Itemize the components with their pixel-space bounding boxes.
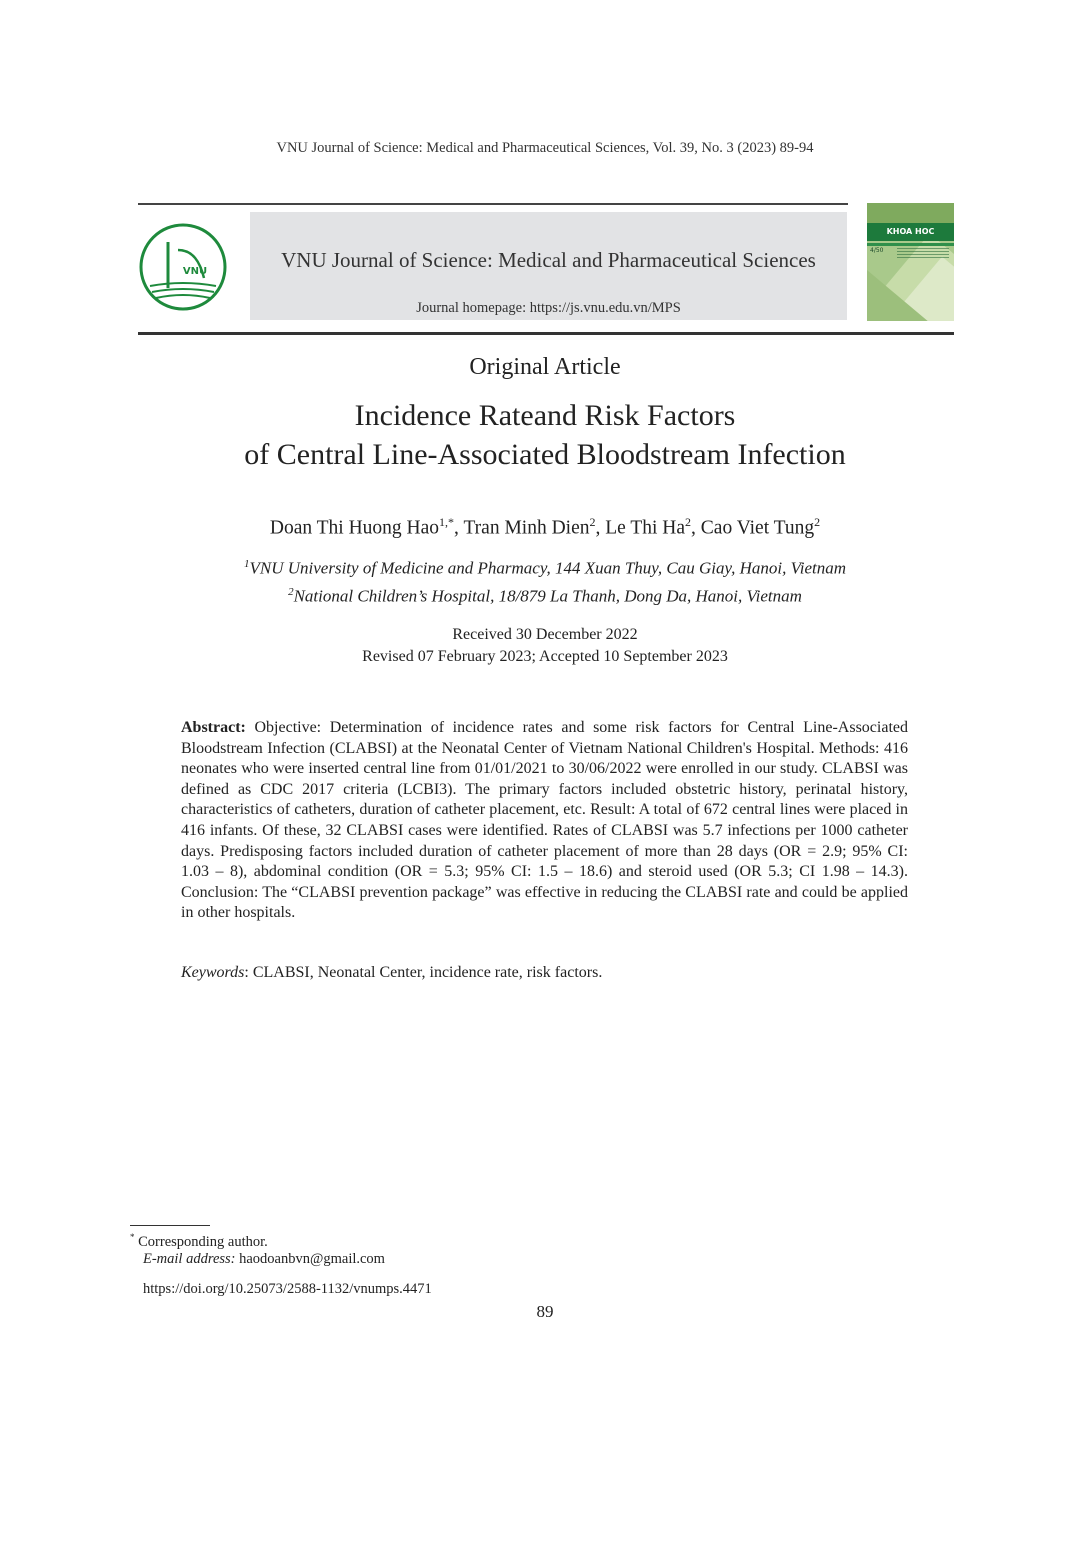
keywords-text: : CLABSI, Neonatal Center, incidence rate, risk factors.	[244, 964, 603, 981]
header-rule	[138, 203, 848, 205]
affiliation-1	[0, 558, 1090, 579]
logo-text: VNU	[182, 266, 208, 277]
abstract-text: Objective: Determination of incidence rates and some risk factors for Central Line-Associated Bloodstream Infection (CLABSI) at the Neonatal Center of Vietnam National Children's Hospital. Methods: 416 neonates who were inserted central line from 01/01/2021 to 30/06/2022 were enrolled in our study. CLABSI was defined as CDC 2017 criteria (LCBI3). The primary factors included obstetric history, perinatal history, characteristics of catheters, duration of catheter placement, etc. Result: A total of 672 central lines were placed in 416 infants. Of these, 32 CLABSI cases were identified. Rates of CLABSI was 5.7 infections per 1000 catheter days. Predisposing factors included duration of catheter placement of more than 28 days (OR = 2.9; 95% CI: 1.03 – 8), abdominal condition (OR = 5.3; 95% CI: 1.5 – 18.6) and steroid used (OR 5.3; CI 1.98 – 14.3). Conclusion: The “CLABSI prevention package” was effective in reducing the CLABSI rate and could be applied in other hospitals.	[181, 719, 909, 922]
article-type: Original Article	[469, 354, 621, 380]
title-line-2: of Central Line-Associated Bloodstream Infection	[244, 438, 846, 471]
running-header: VNU Journal of Science: Medical and Pharmaceutical Sciences, Vol. 39, No. 3 (2023) 89-94	[276, 140, 814, 156]
author-sup: 1,*	[439, 515, 455, 529]
footnote-corresponding	[130, 1232, 268, 1251]
abstract	[181, 718, 908, 924]
author-sup: 2	[814, 515, 821, 529]
affiliation-sup: 2	[288, 586, 294, 598]
received-date: Received 30 December 2022	[452, 626, 638, 643]
cover-stripe	[867, 243, 954, 246]
banner-rule	[138, 332, 954, 335]
journal-cover-thumbnail	[867, 203, 954, 321]
author-name: Le Thi Ha	[605, 517, 686, 539]
banner-title: VNU Journal of Science: Medical and Pharmaceutical Sciences	[281, 248, 816, 272]
cover-number: 4/50	[870, 247, 884, 254]
author-sup: 2	[589, 515, 596, 529]
email-link[interactable]: haodoanbvn@gmail.com	[239, 1251, 385, 1267]
title-line-1: Incidence Rateand Risk Factors	[354, 399, 736, 432]
author-list: Doan Thi Huong Hao$^{1,*}$, Tran Minh Dien$^2$, Le Thi Ha$^2$, Cao Viet Tung$^2$	[269, 515, 821, 539]
article-title	[0, 396, 1090, 474]
abstract-label: Abstract:	[181, 719, 246, 736]
author-name: Cao Viet Tung	[700, 517, 815, 539]
footnote-sup: *	[130, 1232, 135, 1242]
keywords	[181, 964, 908, 982]
cover-header	[867, 203, 954, 223]
cover-band: KHOA HOC	[867, 223, 954, 241]
revised-accepted-date: Revised 07 February 2023; Accepted 10 September 2023	[362, 648, 728, 665]
page-number: 89	[536, 1302, 554, 1321]
vnu-logo-icon	[138, 222, 228, 312]
doi-link[interactable]: https://doi.org/10.25073/2588-1132/vnumps.4471	[143, 1281, 432, 1297]
affiliation-text: National Children’s Hospital, 18/879 La Thanh, Dong Da, Hanoi, Vietnam	[293, 586, 802, 606]
footnote-rule	[130, 1225, 210, 1226]
keywords-label: Keywords	[181, 964, 245, 981]
author-sup: 2	[685, 515, 692, 529]
cover-lines	[897, 248, 949, 258]
footnote-corresponding-text: Corresponding author.	[138, 1233, 268, 1250]
footnote-email	[143, 1251, 385, 1268]
affiliation-text: VNU University of Medicine and Pharmacy, 144 Xuan Thuy, Cau Giay, Hanoi, Vietnam	[249, 558, 846, 578]
author-name: Doan Thi Huong Hao	[269, 517, 440, 539]
affiliation-sup: 1	[244, 558, 250, 570]
email-label: E-mail address:	[143, 1251, 236, 1267]
journal-banner	[250, 212, 847, 320]
author-name: Tran Minh Dien	[463, 517, 590, 539]
affiliation-2	[0, 586, 1090, 607]
journal-homepage-link[interactable]: Journal homepage: https://js.vnu.edu.vn/MPS	[416, 300, 681, 316]
